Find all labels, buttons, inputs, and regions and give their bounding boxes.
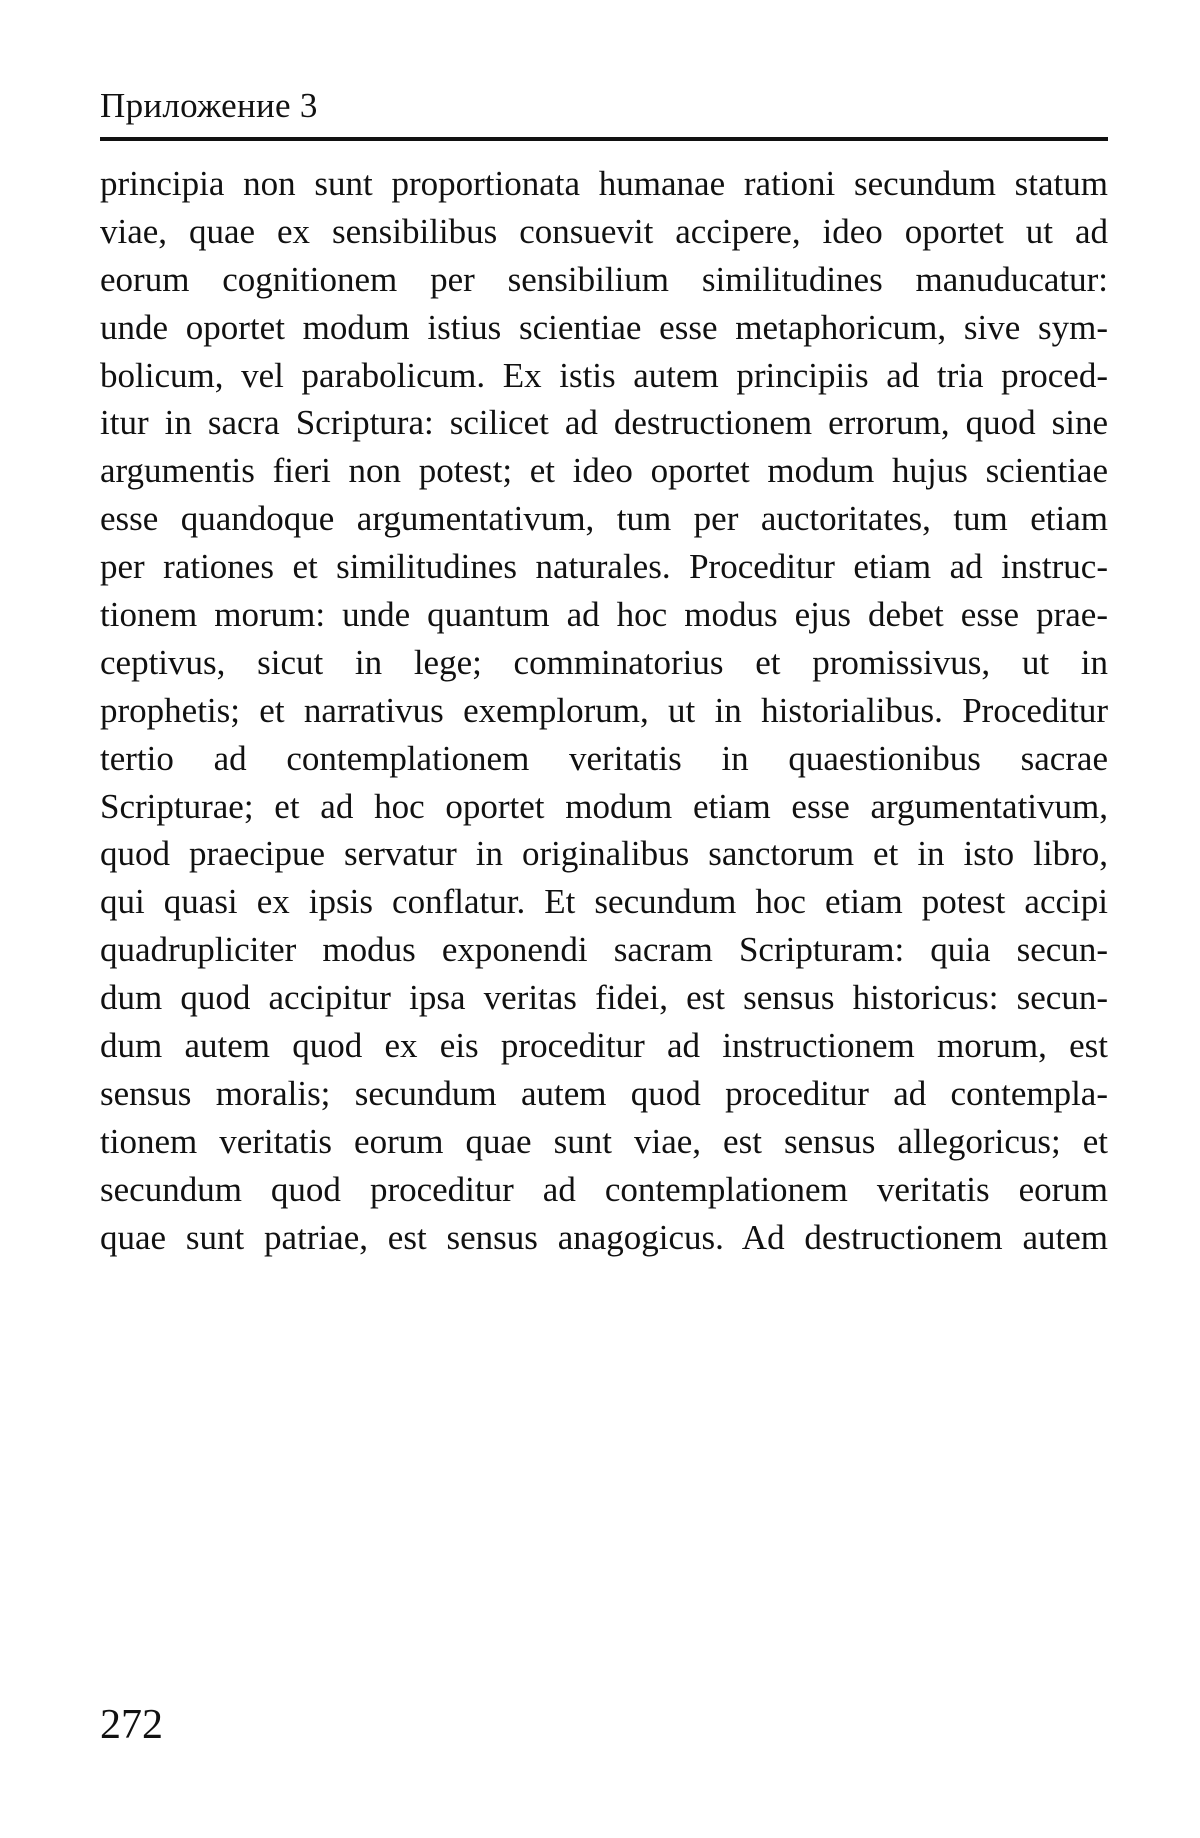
- text-line: quod praecipue servatur in originalibus sanctorum et in isto libro,: [100, 834, 1108, 874]
- text-line: dum autem quod ex eis proceditur ad instructionem morum, est: [100, 1026, 1108, 1066]
- text-line: tionem morum: unde quantum ad hoc modus ejus debet esse prae-: [100, 595, 1108, 635]
- running-head: Приложение 3: [100, 86, 318, 125]
- text-line: quadrupliciter modus exponendi sacram Scripturam: quia secun-: [100, 930, 1108, 970]
- text-line: quae sunt patriae, est sensus anagogicus. Ad destructionem autem: [100, 1217, 1108, 1257]
- page-number: 272: [100, 1702, 163, 1748]
- header-rule: [100, 137, 1108, 141]
- text-line: argumentis fieri non potest; et ideo oportet modum hujus scientiae: [100, 451, 1108, 491]
- text-line: qui quasi ex ipsis conflatur. Et secundum hoc etiam potest accipi: [100, 882, 1108, 922]
- body-text: [100, 160, 1108, 1261]
- text-line: eorum cognitionem per sensibilium similitudines manuducatur:: [100, 259, 1108, 299]
- text-line: tionem veritatis eorum quae sunt viae, est sensus allegoricus; et: [100, 1121, 1108, 1161]
- text-line: viae, quae ex sensibilibus consuevit accipere, ideo oportet ut ad: [100, 211, 1108, 251]
- text-line: dum quod accipitur ipsa veritas fidei, est sensus historicus: secun-: [100, 978, 1108, 1018]
- text-line: tertio ad contemplationem veritatis in quaestionibus sacrae: [100, 738, 1108, 778]
- text-line: prophetis; et narrativus exemplorum, ut in historialibus. Proceditur: [100, 690, 1108, 730]
- text-line: ceptivus, sicut in lege; comminatorius et promissivus, ut in: [100, 642, 1108, 682]
- text-line: Scripturae; et ad hoc oportet modum etiam esse argumentativum,: [100, 786, 1108, 826]
- text-line: itur in sacra Scriptura: scilicet ad destructionem errorum, quod sine: [100, 403, 1108, 443]
- text-line: esse quandoque argumentativum, tum per auctoritates, tum etiam: [100, 499, 1108, 539]
- text-line: bolicum, vel parabolicum. Ex istis autem principiis ad tria proced-: [100, 355, 1108, 395]
- text-line: secundum quod proceditur ad contemplationem veritatis eorum: [100, 1169, 1108, 1209]
- text-line: per rationes et similitudines naturales. Proceditur etiam ad instruc-: [100, 547, 1108, 587]
- text-line: principia non sunt proportionata humanae rationi secundum statum: [100, 164, 1108, 203]
- text-line: sensus moralis; secundum autem quod proceditur ad contempla-: [100, 1073, 1108, 1113]
- text-line: unde oportet modum istius scientiae esse metaphoricum, sive sym-: [100, 307, 1108, 347]
